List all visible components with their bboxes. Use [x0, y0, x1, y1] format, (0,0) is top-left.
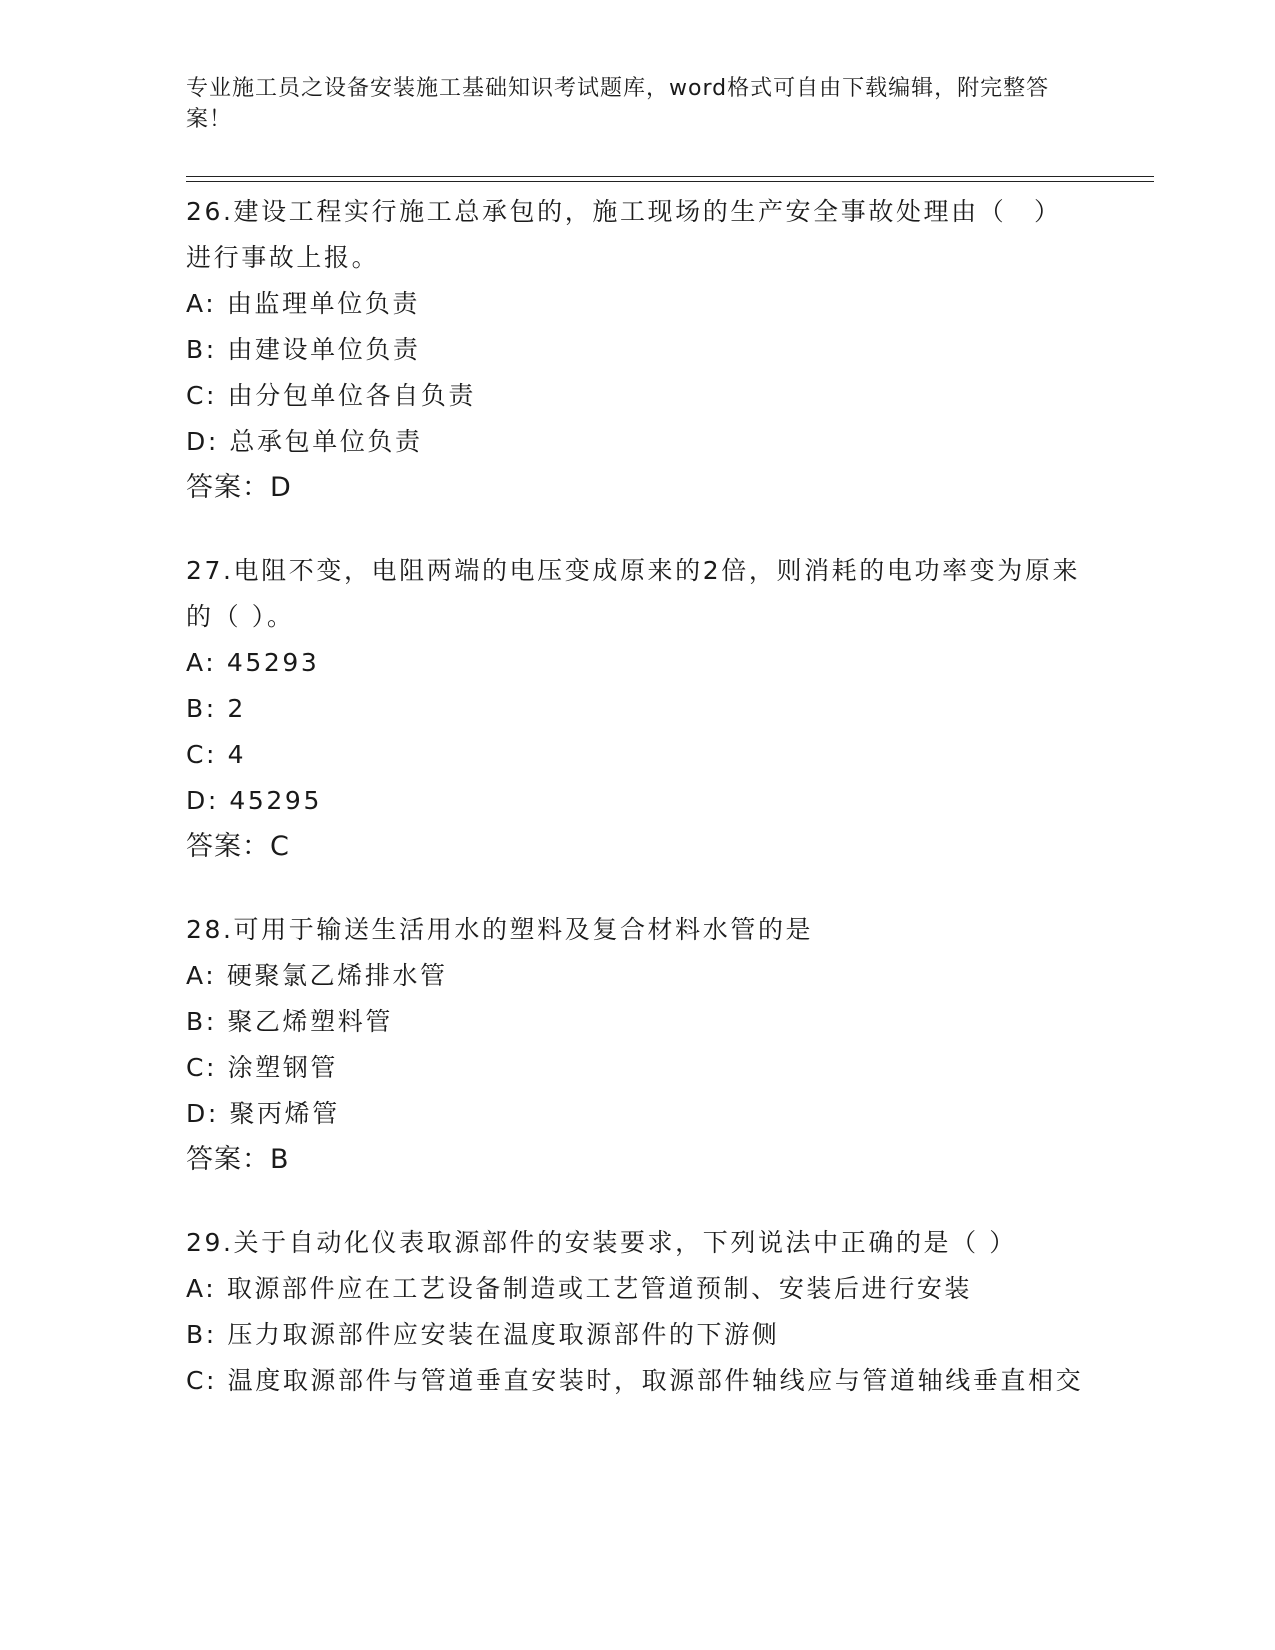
option-d: D: 聚丙烯管: [186, 1099, 340, 1128]
question-28: [186, 907, 1086, 1183]
option-b: B: 由建设单位负责: [186, 335, 421, 364]
option-b: B: 压力取源部件应安装在温度取源部件的下游侧: [186, 1320, 780, 1349]
option-a: A: 由监理单位负责: [186, 289, 421, 318]
header-divider-bottom: [186, 181, 1154, 182]
question-list: [186, 189, 1086, 1441]
option-c: C: 温度取源部件与管道垂直安装时，取源部件轴线应与管道轴线垂直相交: [186, 1366, 1084, 1395]
option-a: A: 45293: [186, 648, 320, 677]
document-header: 专业施工员之设备安装施工基础知识考试题库，word格式可自由下载编辑，附完整答案！: [186, 76, 1050, 132]
question-29: [186, 1220, 1086, 1404]
question-stem: 26.建设工程实行施工总承包的，施工现场的生产安全事故处理由（ ）进行事故上报。: [186, 197, 1062, 272]
option-d: D: 总承包单位负责: [186, 427, 423, 456]
header-divider-top: [186, 176, 1154, 177]
question-27: [186, 548, 1086, 870]
option-c: C: 由分包单位各自负责: [186, 381, 477, 410]
question-stem: 27.电阻不变，电阻两端的电压变成原来的2倍，则消耗的电功率变为原来的（ ）。: [186, 556, 1081, 631]
answer-line: 答案：C: [186, 831, 290, 862]
option-b: B: 聚乙烯塑料管: [186, 1007, 393, 1036]
option-b: B: 2: [186, 694, 246, 723]
option-c: C: 涂塑钢管: [186, 1053, 339, 1082]
option-a: A: 取源部件应在工艺设备制造或工艺管道预制、安装后进行安装: [186, 1274, 973, 1303]
answer-line: 答案：B: [186, 1144, 290, 1175]
answer-line: 答案：D: [186, 472, 292, 503]
option-a: A: 硬聚氯乙烯排水管: [186, 961, 448, 990]
option-d: D: 45295: [186, 786, 322, 815]
question-stem: 29.关于自动化仪表取源部件的安装要求，下列说法中正确的是（ ）: [186, 1228, 1017, 1257]
question-stem: 28.可用于输送生活用水的塑料及复合材料水管的是: [186, 915, 814, 944]
question-26: [186, 189, 1086, 511]
option-c: C: 4: [186, 740, 247, 769]
